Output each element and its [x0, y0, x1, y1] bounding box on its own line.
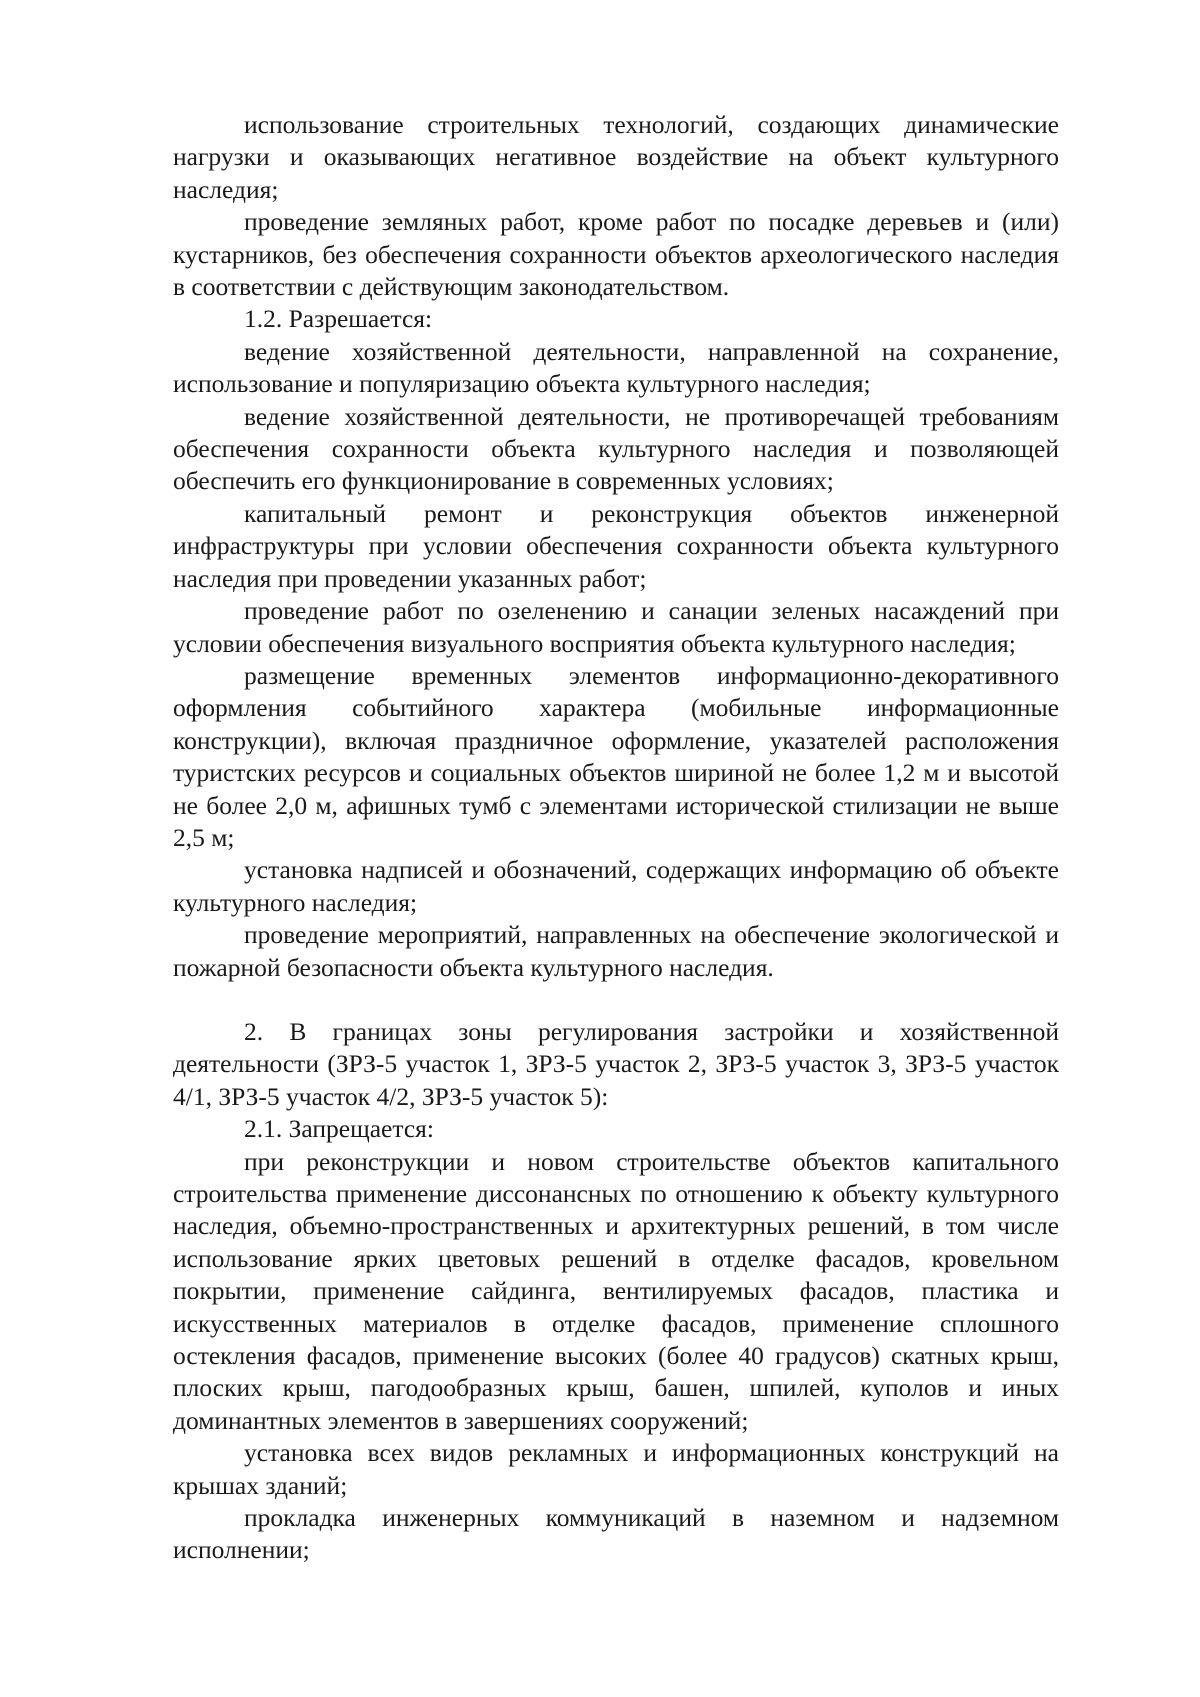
paragraph-engineering-communications: прокладка инженерных коммуникаций в наземном и надземном исполнении; — [173, 1503, 1059, 1565]
paragraph-landscaping: проведение работ по озеленению и санации зеленых насаждений при условии обеспечения визуального восприятия объекта культурного наследия; — [173, 596, 1059, 658]
paragraph-earthworks: проведение земляных работ, кроме работ по посадке деревьев и (или) кустарников, без обеспечения сохранности объектов археологического наследия в соответствии с действующим законодательством. — [173, 207, 1059, 302]
paragraph-spacer — [173, 984, 1059, 1016]
paragraph-economic-activity-requirements: ведение хозяйственной деятельности, не противоречащей требованиям обеспечения сохранности объекта культурного наследия и позволяющей обеспечить его функционирование в современных условиях; — [173, 401, 1059, 496]
paragraph-signage: установка надписей и обозначений, содержащих информацию об объекте культурного наследия; — [173, 855, 1059, 917]
paragraph-economic-activity-preservation: ведение хозяйственной деятельности, направленной на сохранение, использование и популяризацию объекта культурного наследия; — [173, 336, 1059, 399]
paragraph-infrastructure-repair: капитальный ремонт и реконструкция объектов инженерной инфраструктуры при условии обеспечения сохранности объекта культурного наследия при проведении указанных работ; — [173, 498, 1059, 593]
section-heading-2-1: 2.1. Запрещается: — [244, 1114, 434, 1144]
paragraph-safety-measures: проведение мероприятий, направленных на обеспечение экологической и пожарной безопасности объекта культурного наследия. — [173, 920, 1059, 982]
paragraph-roof-advertising: установка всех видов рекламных и информационных конструкций на крышах зданий; — [173, 1438, 1059, 1500]
paragraph-temporary-elements: размещение временных элементов информационно-декоративного оформления событийного характера (мобильные информационные конструкции), включая праздничное оформление, указателей расположения туристских ресурсов и социальных объектов шириной не более 1,2 м и высотой не более 2,0 м, афишных тумб с элементами исторической стилизации не выше 2,5 м; — [173, 660, 1059, 852]
paragraph-reconstruction-restrictions: при реконструкции и новом строительстве объектов капитального строительства применение диссонансных по отношению к объекту культурного наследия, объемно-пространственных и архитектурных решений, в том числе использование ярких цветовых решений в отделке фасадов, кровельном покрытии, применение сайдинга, вентилируемых фасадов, пластика и искусственных материалов в отделке фасадов, применение сплошного остекления фасадов, применение высоких (более 40 градусов) скатных крыш, плоских крыш, пагодообразных крыш, башен, шпилей, куполов и иных доминантных элементов в завершениях сооружений; — [173, 1146, 1059, 1435]
paragraph-building-technologies: использование строительных технологий, создающих динамические нагрузки и оказывающих негативное воздействие на объект культурного наследия; — [173, 110, 1059, 204]
section-heading-1-2: 1.2. Разрешается: — [244, 304, 433, 334]
section-heading-2: 2. В границах зоны регулирования застройки и хозяйственной деятельности (ЗРЗ-5 участок 1, ЗРЗ-5 участок 2, ЗРЗ-5 участок 3, ЗРЗ-5 участок 4/1, ЗРЗ-5 участок 4/2, ЗРЗ-5 участок 5): — [173, 1016, 1059, 1111]
